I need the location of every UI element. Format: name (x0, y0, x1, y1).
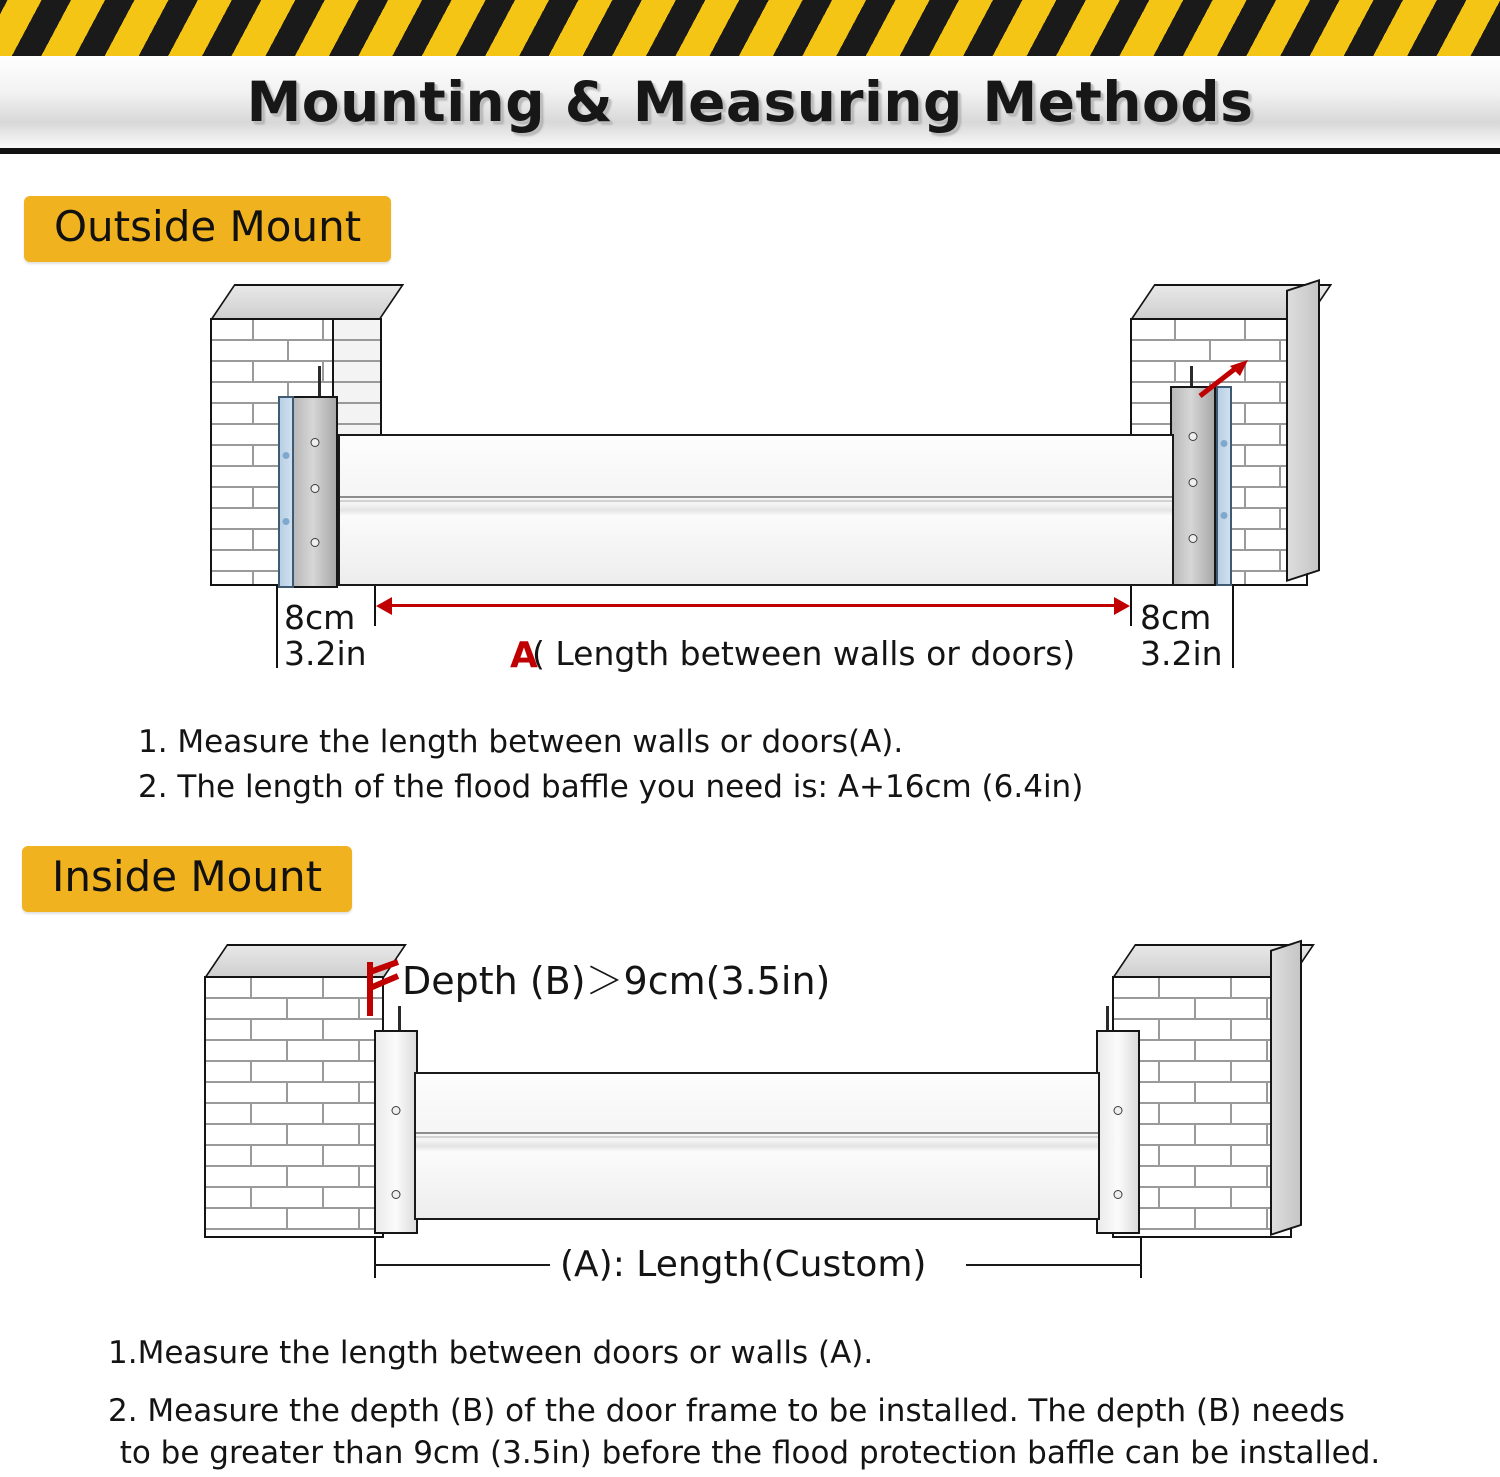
seal-dot (1221, 440, 1228, 447)
left-mount-rod-inside (398, 1006, 401, 1032)
left-mount-rod (318, 366, 321, 400)
dim-tick-left-outer (276, 586, 278, 668)
outside-step-1: 1. Measure the length between walls or doors(A). (138, 724, 904, 760)
left-margin-in: 3.2in (284, 634, 367, 673)
bracket-hole (311, 438, 320, 447)
panel-seam (340, 500, 1172, 502)
page-title: Mounting & Measuring Methods (246, 70, 1254, 134)
bracket-hole (311, 538, 320, 547)
bracket-hole (1189, 432, 1198, 441)
right-mount-bracket (1170, 386, 1216, 586)
dim-tick-right-inner (1130, 586, 1132, 626)
dimension-line-left-inside (374, 1264, 550, 1266)
inside-step-2-cont: to be greater than 9cm (3.5in) before the flood protection baffle can be installed. (119, 1435, 1381, 1471)
right-wall-side-face (1286, 279, 1320, 582)
inside-step-1: 1.Measure the length between doors or walls (A). (108, 1335, 874, 1371)
right-mount-rod-inside (1106, 1006, 1109, 1032)
outside-mount-steps (138, 720, 1083, 810)
left-margin-cm: 8cm (284, 598, 356, 637)
page-banner (0, 0, 1500, 158)
dim-tick-right-inside (1140, 1238, 1142, 1278)
dimension-caption: ( Length between walls or doors) (532, 634, 1076, 673)
seal-dot (283, 518, 290, 525)
left-wall-top-face (210, 284, 404, 320)
inside-mount-label-text: Inside Mount (52, 852, 323, 901)
title-band (0, 56, 1500, 154)
seal-dot (283, 452, 290, 459)
bracket-hole (1189, 478, 1198, 487)
bracket-hole (1189, 534, 1198, 543)
left-seal-strip (278, 396, 294, 588)
dimension-line-right-inside (966, 1264, 1142, 1266)
dimension-arrow-right (1114, 597, 1130, 615)
left-mount-bracket-inside (374, 1030, 418, 1234)
right-margin-in: 3.2in (1140, 634, 1223, 673)
outside-mount-label (24, 196, 391, 262)
right-wall-courses-inside (1114, 978, 1290, 1236)
panel-seam (416, 1132, 1098, 1134)
hazard-stripe-top (0, 0, 1500, 59)
right-seal-strip (1216, 386, 1232, 586)
bracket-hole (311, 484, 320, 493)
panel-seam (340, 496, 1172, 498)
dim-tick-left-inside (374, 1238, 376, 1278)
dim-tick-right-outer (1232, 586, 1234, 668)
dimension-letter-A: A (510, 635, 538, 676)
outside-step-2: 2. The length of the flood baffle you need is: A+16cm (6.4in) (138, 768, 1084, 805)
seal-dot (1221, 512, 1228, 519)
bracket-hole (1114, 1106, 1123, 1115)
right-margin-cm: 8cm (1140, 598, 1212, 637)
bracket-hole (1114, 1190, 1123, 1199)
left-mount-bracket (292, 396, 338, 588)
flood-baffle-panel-inside (414, 1072, 1100, 1220)
red-pointer-arrow (1196, 356, 1256, 400)
panel-seam (416, 1136, 1098, 1138)
flood-baffle-panel-outside (338, 434, 1174, 586)
dimension-line-A (390, 604, 1114, 607)
depth-note: Depth (B)＞9cm(3.5in) (402, 959, 831, 1003)
right-wall-side-face-inside (1270, 940, 1302, 1236)
bracket-hole (392, 1190, 401, 1199)
length-caption: (A): Length(Custom) (560, 1244, 927, 1285)
inside-mount-label (22, 846, 352, 912)
outside-mount-label-text: Outside Mount (54, 202, 362, 251)
inside-step-2: 2. Measure the depth (B) of the door frame to be installed. The depth (B) needs (108, 1393, 1345, 1429)
right-mount-bracket-inside (1096, 1030, 1140, 1234)
bracket-hole (392, 1106, 401, 1115)
dimension-arrow-left (376, 597, 392, 615)
